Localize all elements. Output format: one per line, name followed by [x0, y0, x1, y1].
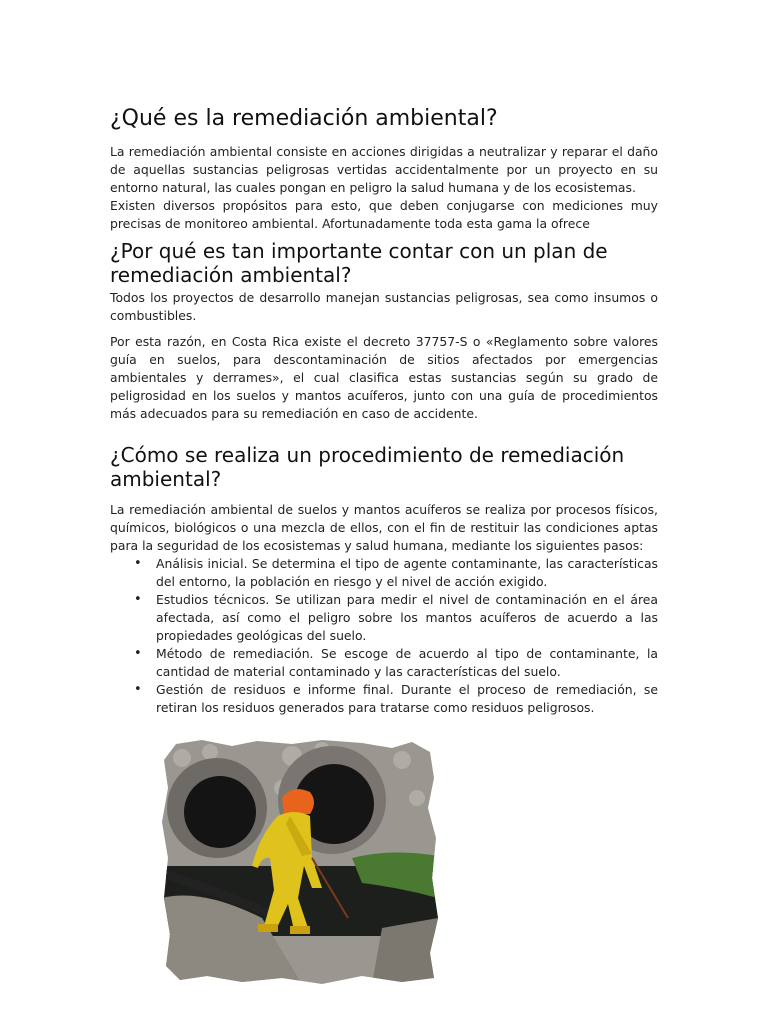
list-item: • Gestión de residuos e informe final. Durante el proceso de remediación, se retiran los residuos generados para tratarse como residuos peligrosos. [156, 681, 658, 717]
steps-list [110, 555, 658, 717]
heading-que-es: ¿Qué es la remediación ambiental? [110, 106, 498, 131]
heading-por-que: ¿Por qué es tan importante contar con un plan de remediación ambiental? [110, 239, 608, 287]
paragraph-procesos: La remediación ambiental de suelos y mantos acuíferos se realiza por procesos físicos, químicos, biológicos o una mezcla de ellos, con el fin de restituir las condiciones aptas para la seguridad de los ecosistemas y salud humana, mediante los siguientes pasos: [110, 502, 658, 553]
paragraph-proyectos: Todos los proyectos de desarrollo manejan sustancias peligrosas, sea como insumos o combustibles. [110, 290, 658, 323]
list-item: • Estudios técnicos. Se utilizan para medir el nivel de contaminación en el área afectada, así como el peligro sobre los mantos acuíferos de acuerdo a las propiedades geológicas del suelo. [156, 591, 658, 645]
heading-como: ¿Cómo se realiza un procedimiento de remediación ambiental? [110, 443, 625, 491]
document-page [110, 100, 658, 717]
paragraph-decreto: Por esta razón, en Costa Rica existe el decreto 37757-S o «Reglamento sobre valores guía en suelos, para descontaminación de sitios afectados por emergencias ambientales y derrames», el cual clasifica estas sustancias según su grado de peligrosidad en los suelos y mantos acuíferos, junto con una guía de procedimientos más adecuados para su remediación en caso de accidente. [110, 334, 658, 421]
remediation-worker-photo [162, 738, 438, 984]
paragraph-definicion: La remediación ambiental consiste en acciones dirigidas a neutralizar y reparar el daño de aquellas sustancias peligrosas vertidas accidentalmente por un proyecto en su entorno natural, las cuales pongan en peligro la salud humana y de los ecosistemas. [110, 144, 658, 195]
paragraph-propositos: Existen diversos propósitos para esto, que deben conjugarse con mediciones muy precisas de monitoreo ambiental. Afortunadamente toda esta gama la ofrece [110, 198, 658, 231]
list-item: • Método de remediación. Se escoge de acuerdo al tipo de contaminante, la cantidad de material contaminado y las características del suelo. [156, 645, 658, 681]
list-item: • Análisis inicial. Se determina el tipo de agente contaminante, las características del entorno, la población en riesgo y el nivel de acción exigido. [156, 555, 658, 591]
